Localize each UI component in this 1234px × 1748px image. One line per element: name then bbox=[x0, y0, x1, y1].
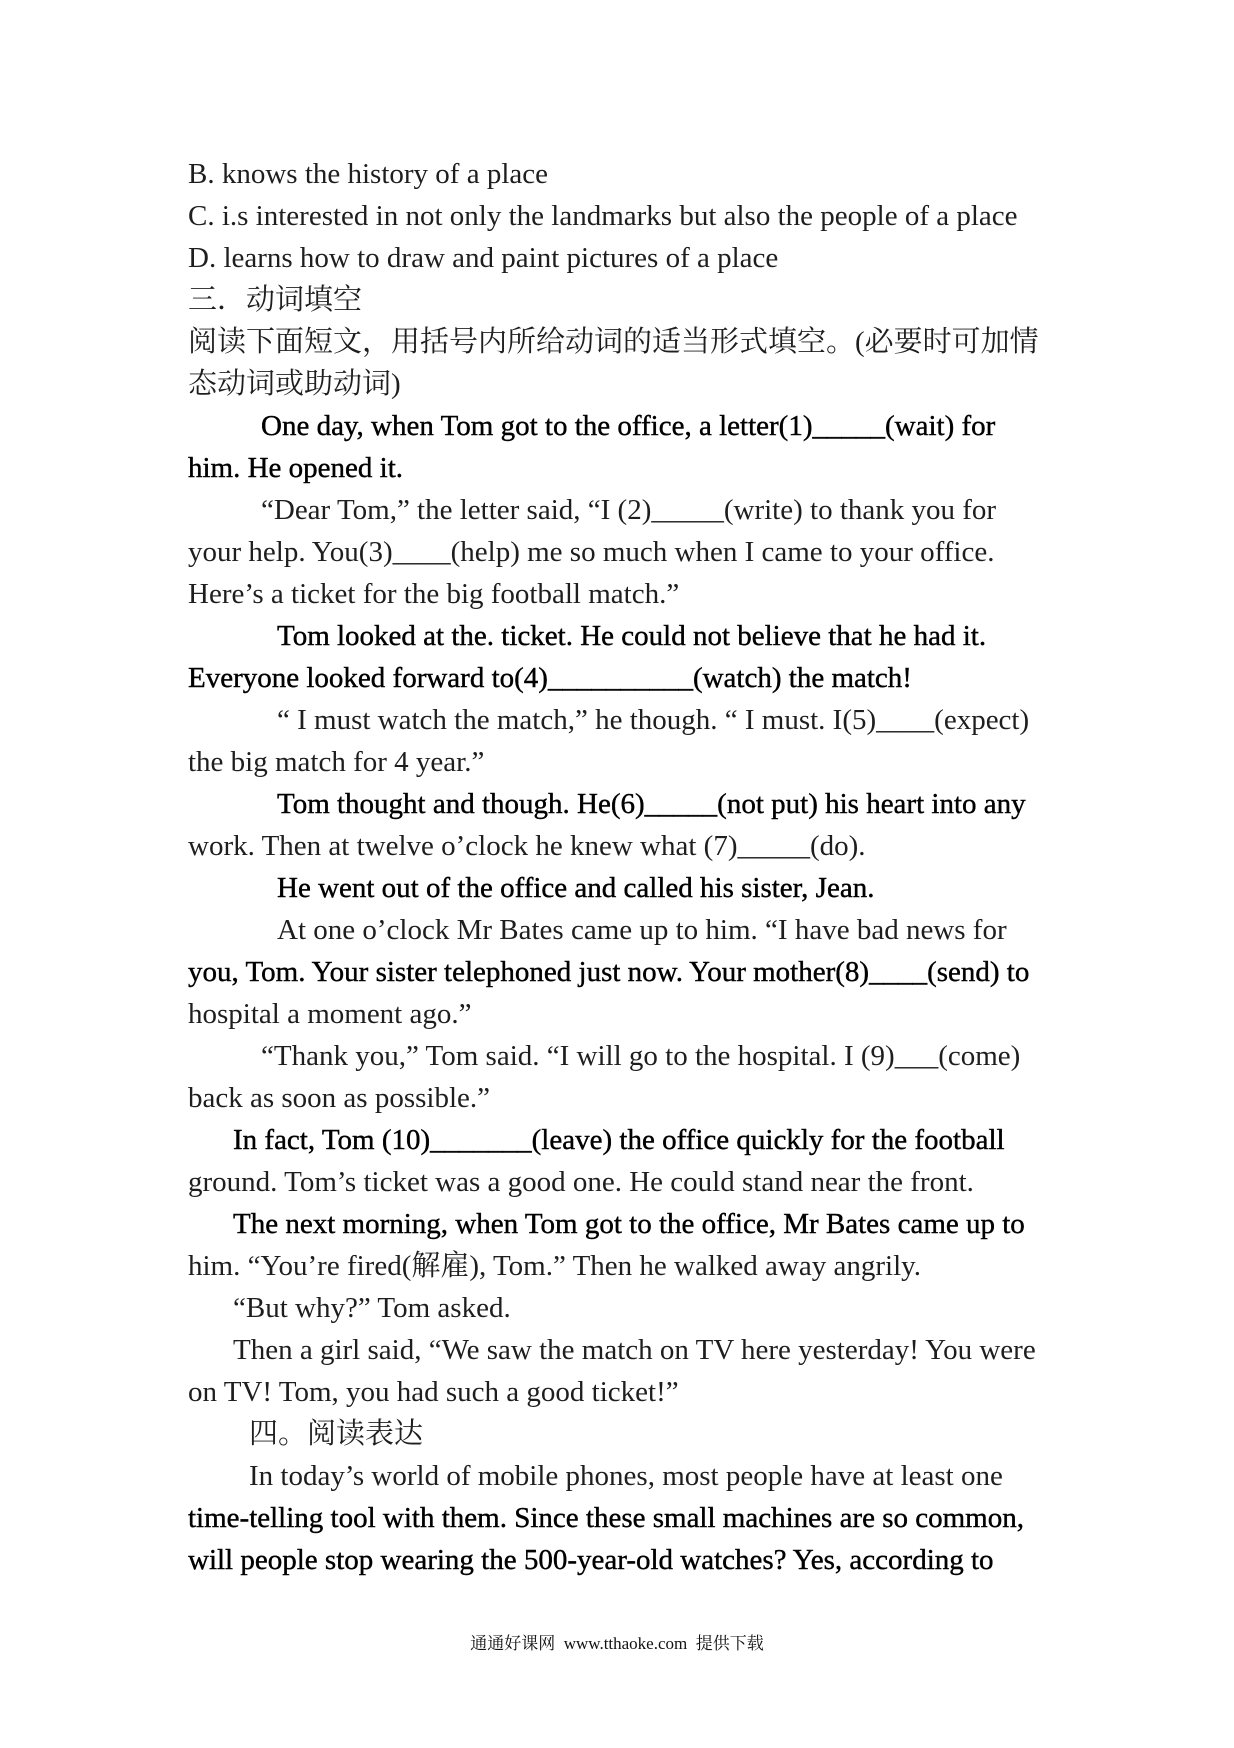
option-c: C. i.s interested in not only the landmarks but also the people of a place bbox=[188, 200, 1018, 232]
passage-line: One day, when Tom got to the office, a letter(1)_____(wait) for bbox=[261, 410, 996, 442]
section-3 bbox=[188, 279, 1188, 1413]
section-4-heading: 四。阅读表达 bbox=[249, 1418, 424, 1450]
passage-line: Tom thought and though. He(6)_____(not put) his heart into any bbox=[277, 788, 1026, 820]
passage-line: him. “You’re fired(解雇), Tom.” Then he walked away angrily. bbox=[188, 1250, 921, 1282]
passage-line: “Dear Tom,” the letter said, “I (2)_____(write) to thank you for bbox=[261, 494, 997, 526]
document-body bbox=[188, 153, 1188, 1581]
passage-line: “ I must watch the match,” he though. “ I must. I(5)____(expect) bbox=[277, 704, 1030, 736]
passage-line: him. He opened it. bbox=[188, 452, 404, 484]
passage-line: back as soon as possible.” bbox=[188, 1082, 491, 1114]
passage-line: “But why?” Tom asked. bbox=[233, 1292, 511, 1324]
passage-line: the big match for 4 year.” bbox=[188, 746, 485, 778]
passage-line: Here’s a ticket for the big football match.” bbox=[188, 578, 680, 610]
passage-line: He went out of the office and called his sister, Jean. bbox=[277, 872, 875, 904]
passage-line: time-telling tool with them. Since these small machines are so common, bbox=[188, 1502, 1024, 1534]
passage-line: will people stop wearing the 500-year-old watches? Yes, according to bbox=[188, 1544, 994, 1576]
passage-line: you, Tom. Your sister telephoned just now. Your mother(8)____(send) to bbox=[188, 956, 1030, 988]
passage-line: At one o’clock Mr Bates came up to him. “I have bad news for bbox=[277, 914, 1007, 946]
passage-line: work. Then at twelve o’clock he knew what (7)_____(do). bbox=[188, 830, 866, 862]
page-footer: 通通好课网 www.tthaoke.com 提供下载 bbox=[470, 1634, 764, 1653]
section-3-heading: 三．动词填空 bbox=[188, 284, 363, 316]
passage-line: In fact, Tom (10)_______(leave) the office quickly for the football bbox=[233, 1124, 1005, 1156]
passage-line: ground. Tom’s ticket was a good one. He could stand near the front. bbox=[188, 1166, 974, 1198]
passage-line: Tom looked at the. ticket. He could not believe that he had it. bbox=[277, 620, 987, 652]
passage-line: The next morning, when Tom got to the office, Mr Bates came up to bbox=[233, 1208, 1025, 1240]
passage-line: Everyone looked forward to(4)__________(watch) the match! bbox=[188, 662, 912, 694]
section-4 bbox=[188, 1413, 1188, 1581]
section-3-instructions-line: 阅读下面短文，用括号内所给动词的适当形式填空。(必要时可加情 bbox=[188, 326, 1039, 358]
passage-line: your help. You(3)____(help) me so much when I came to your office. bbox=[188, 536, 995, 568]
passage-line: “Thank you,” Tom said. “I will go to the hospital. I (9)___(come) bbox=[261, 1040, 1021, 1072]
section-3-instructions-line: 态动词或助动词) bbox=[188, 368, 401, 400]
option-b: B. knows the history of a place bbox=[188, 158, 549, 190]
passage-line: hospital a moment ago.” bbox=[188, 998, 472, 1030]
question-options bbox=[188, 153, 1188, 279]
passage-line: on TV! Tom, you had such a good ticket!” bbox=[188, 1376, 679, 1408]
option-d: D. learns how to draw and paint pictures of a place bbox=[188, 242, 779, 274]
passage-line: In today’s world of mobile phones, most people have at least one bbox=[249, 1460, 1003, 1492]
passage-line: Then a girl said, “We saw the match on TV here yesterday! You were bbox=[233, 1334, 1036, 1366]
